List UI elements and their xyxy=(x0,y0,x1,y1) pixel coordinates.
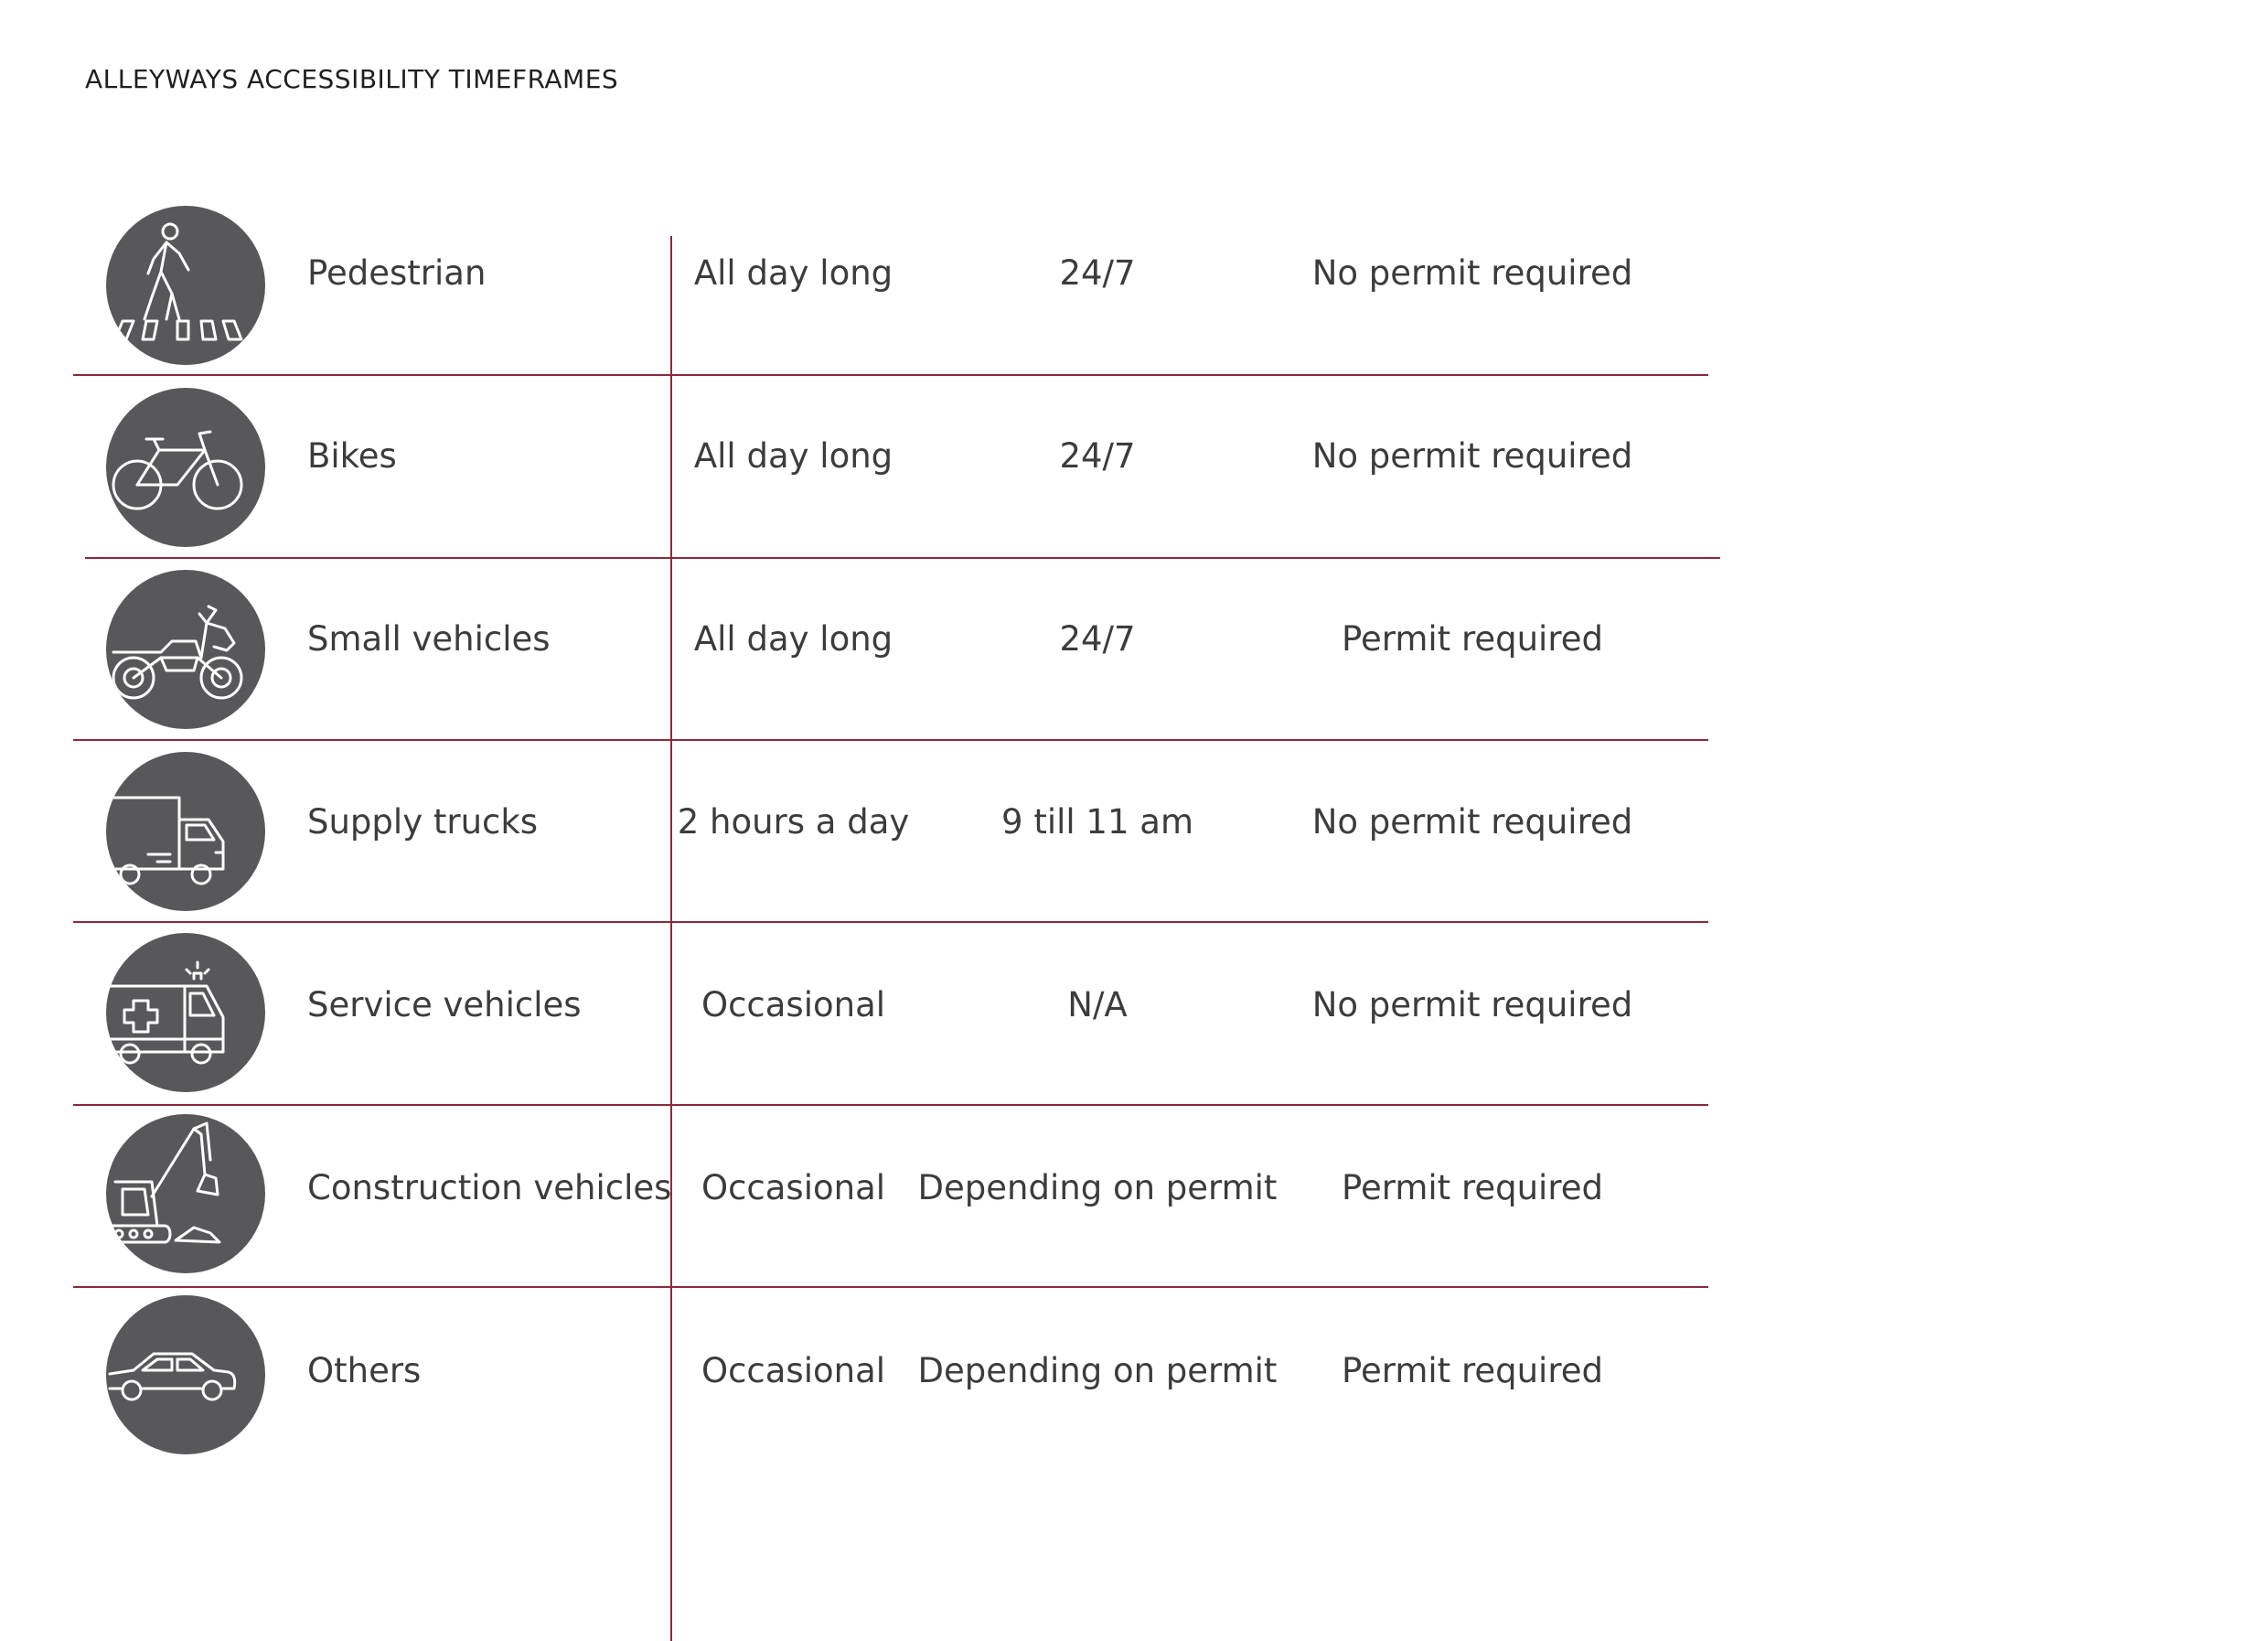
table-row-supply-trucks xyxy=(0,741,2268,924)
row-frequency: 2 hours a day xyxy=(677,802,910,842)
motorcycle-icon xyxy=(106,570,265,729)
row-permit: No permit required xyxy=(1311,253,1633,293)
row-name: Others xyxy=(307,1351,422,1390)
table-row-pedestrian xyxy=(0,192,2268,375)
truck-icon xyxy=(106,752,265,911)
row-time: 24/7 xyxy=(1059,436,1136,476)
row-time: 24/7 xyxy=(1059,619,1136,659)
row-name: Construction vehicles xyxy=(307,1168,672,1207)
car-icon xyxy=(106,1295,265,1454)
row-permit: Permit required xyxy=(1342,1351,1603,1390)
row-separator xyxy=(73,1104,1708,1106)
row-permit: Permit required xyxy=(1342,1168,1603,1207)
ambulance-icon xyxy=(106,933,265,1092)
row-frequency: Occasional xyxy=(701,1168,886,1207)
row-separator xyxy=(73,1286,1708,1288)
table-row-service-vehicles xyxy=(0,924,2268,1107)
row-permit: No permit required xyxy=(1311,802,1633,842)
row-frequency: Occasional xyxy=(701,1351,886,1390)
row-permit: Permit required xyxy=(1342,619,1603,659)
row-frequency: Occasional xyxy=(701,985,886,1024)
table-row-others xyxy=(0,1290,2268,1473)
table-row-construction-vehicles xyxy=(0,1107,2268,1290)
page-title: ALLEYWAYS ACCESSIBILITY TIMEFRAMES xyxy=(85,64,619,94)
row-time: Depending on permit xyxy=(917,1351,1278,1390)
row-name: Service vehicles xyxy=(307,985,582,1024)
bicycle-icon xyxy=(106,388,265,547)
pedestrian-icon xyxy=(106,206,265,365)
row-name: Small vehicles xyxy=(307,619,551,659)
row-time: N/A xyxy=(1067,985,1128,1024)
row-frequency: All day long xyxy=(693,619,893,659)
table-row-small-vehicles xyxy=(0,558,2268,741)
excavator-icon xyxy=(106,1114,265,1273)
row-frequency: All day long xyxy=(693,436,893,476)
row-frequency: All day long xyxy=(693,253,893,293)
row-name: Bikes xyxy=(307,436,397,476)
row-name: Pedestrian xyxy=(307,253,487,293)
row-separator xyxy=(73,921,1708,923)
row-permit: No permit required xyxy=(1311,985,1633,1024)
row-permit: No permit required xyxy=(1311,436,1633,476)
row-name: Supply trucks xyxy=(307,802,539,842)
accessibility-table xyxy=(0,192,2268,1473)
table-row-bikes xyxy=(0,375,2268,558)
row-time: 24/7 xyxy=(1059,253,1136,293)
row-time: 9 till 11 am xyxy=(1001,802,1193,842)
row-time: Depending on permit xyxy=(917,1168,1278,1207)
